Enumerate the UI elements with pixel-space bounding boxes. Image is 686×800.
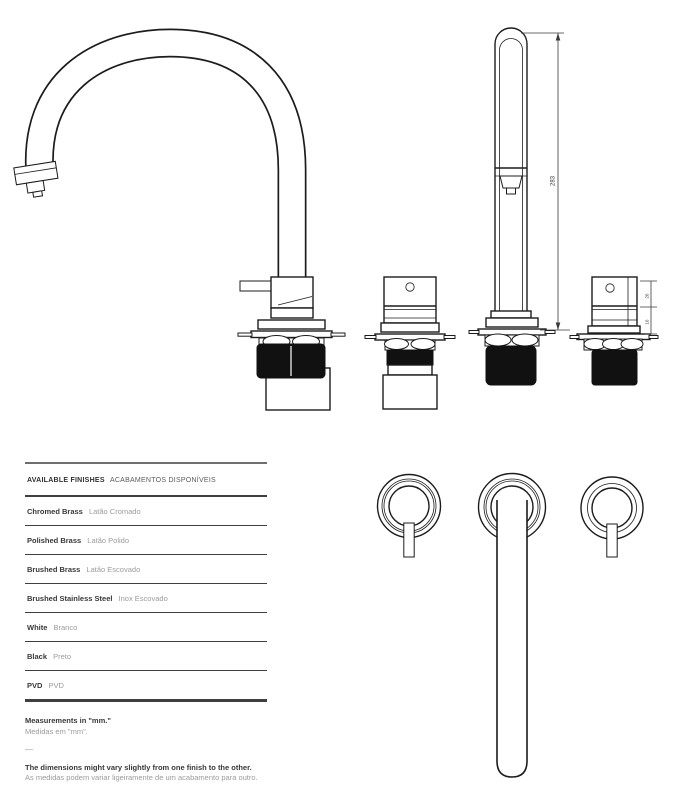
finishes-table: [25, 462, 267, 702]
finish-pt: Inox Escovado: [118, 594, 168, 603]
finish-row-polished-brass: [25, 526, 267, 555]
threaded-shank: [592, 350, 637, 385]
finish-row-brushed-brass: [25, 555, 267, 584]
threaded-shank: [387, 350, 433, 365]
finish-pt: Preto: [53, 652, 72, 661]
variance-note-en: The dimensions might vary slightly from one finish to the other.: [25, 762, 252, 772]
valve-dimensions: [640, 281, 657, 334]
drawing-spout-side-view: [14, 43, 345, 410]
finish-pt: Latão Polido: [87, 536, 129, 545]
drawing-spout-front-view: [469, 28, 570, 385]
handle-top: [607, 524, 617, 557]
finish-en: Chromed Brass: [27, 507, 83, 516]
finish-en: Polished Brass: [27, 536, 82, 545]
finish-en: Brushed Brass: [27, 565, 81, 574]
finish-en: Brushed Stainless Steel: [27, 594, 113, 603]
finish-row-brushed-stainless-steel: [25, 584, 267, 613]
finish-en: PVD: [27, 681, 43, 690]
finish-en: Black: [27, 652, 48, 661]
variance-note-pt: As medidas podem variar ligeiramente de um acabamento para outro.: [25, 773, 258, 782]
drawing-valve-front-view: [365, 277, 455, 409]
measurements-note-en: Measurements in "mm.": [25, 716, 111, 725]
finish-pt: Latão Cromado: [88, 507, 141, 516]
aerator-tip: [14, 161, 60, 199]
finish-pt: Branco: [53, 623, 78, 632]
dimension-label-lower: 16: [644, 319, 650, 325]
dimension-label-height: 283: [550, 175, 557, 187]
handle-top: [404, 523, 414, 557]
measurements-note-pt: Medidas em "mm".: [25, 726, 88, 736]
finishes-title-pt: ACABAMENTOS DISPONÍVEIS: [109, 477, 216, 484]
height-dimension: [521, 33, 570, 330]
spout-top: [497, 500, 527, 777]
finishes-title: [25, 464, 267, 497]
finish-en: White: [27, 623, 48, 632]
finish-row-chromed-brass: [25, 497, 267, 526]
finish-pt: PVD: [48, 681, 64, 690]
notes-separator: —: [25, 745, 33, 754]
lever-handle: [240, 281, 272, 291]
finishes-title-en: AVAILABLE FINISHES: [27, 477, 105, 484]
topview-valve-left: [378, 475, 441, 558]
footnotes: [25, 716, 355, 784]
finish-pt: Latão Escovado: [86, 565, 141, 574]
drawing-valve-side-view: [570, 277, 658, 385]
topview-valve-right: [581, 477, 643, 557]
topview-spout-center: [479, 474, 546, 778]
dimension-label-body: 26: [644, 293, 650, 299]
finish-row-black: [25, 642, 267, 671]
finish-row-pvd: [25, 671, 267, 702]
threaded-shank: [486, 346, 536, 385]
finish-row-white: [25, 613, 267, 642]
